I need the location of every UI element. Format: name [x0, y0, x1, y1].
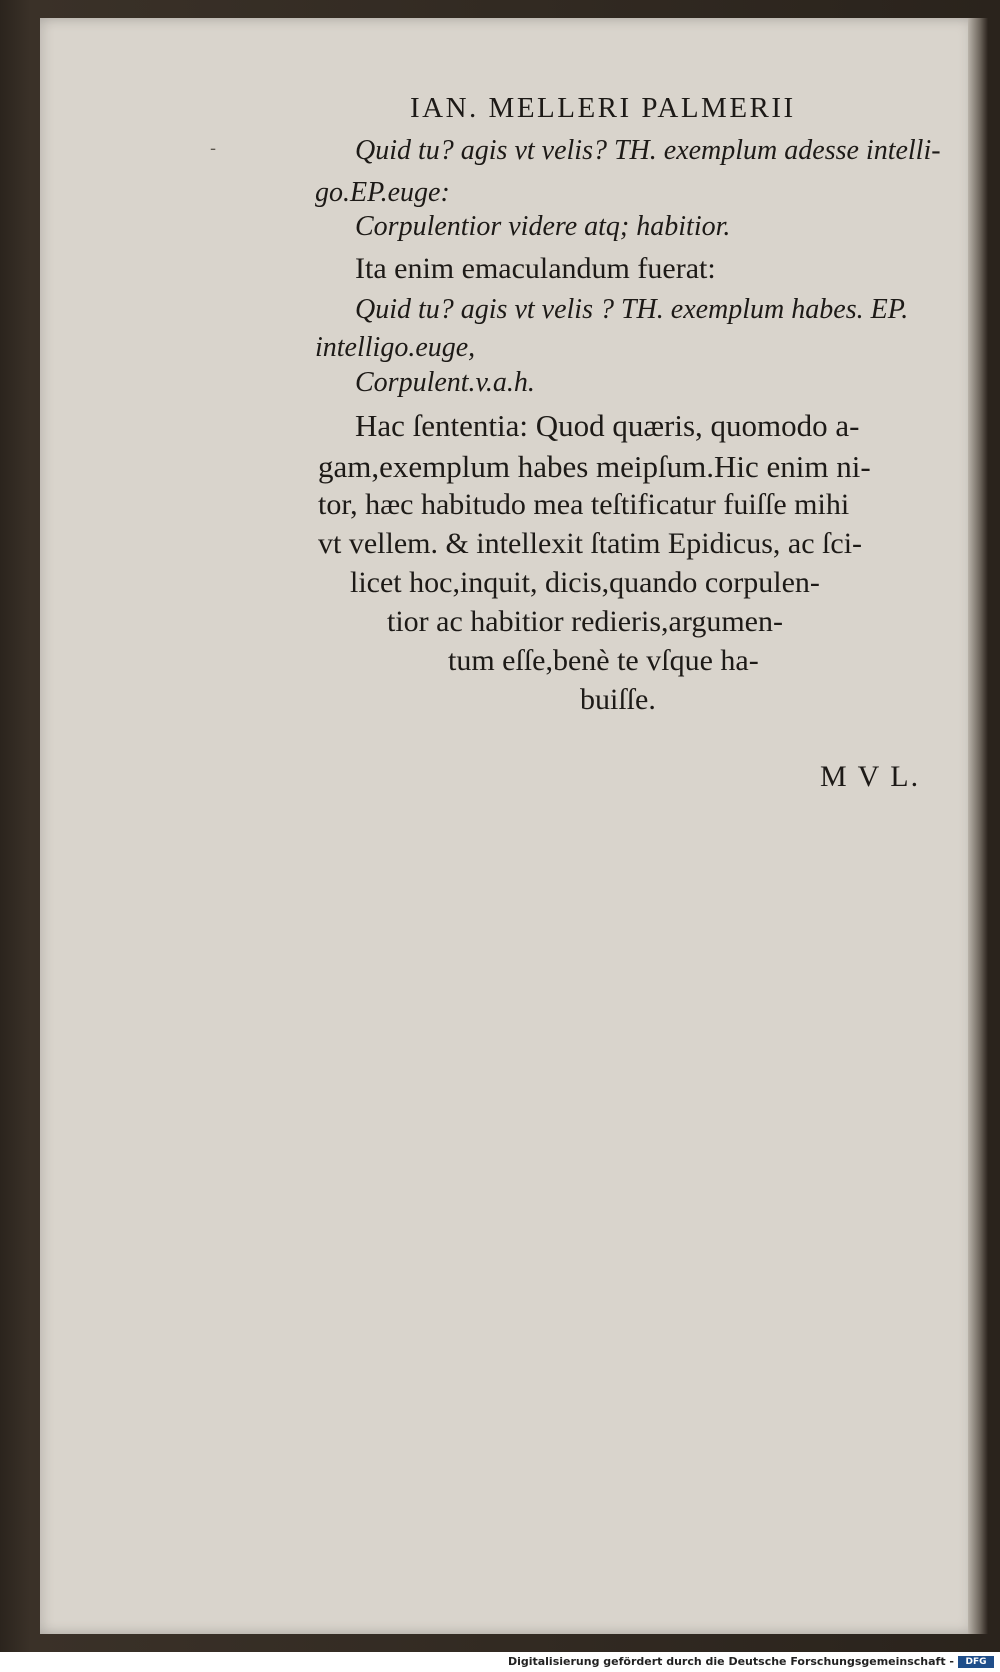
- running-title: IAN. MELLERI PALMERII: [410, 92, 796, 124]
- text-line-15: buiſſe.: [580, 683, 656, 716]
- text-line-1: Quid tu? agis vt velis? TH. exemplum adesse intelli-: [355, 135, 941, 166]
- text-line-13: tior ac habitior redieris,argumen-: [387, 605, 783, 638]
- text-line-4: Ita enim emaculandum fuerat:: [355, 252, 716, 285]
- text-line-5: Quid tu? agis vt velis ? TH. exemplum habes. EP.: [355, 294, 909, 325]
- text-line-3: Corpulentior videre atq; habitior.: [355, 211, 731, 242]
- text-line-8: Hac ſententia: Quod quæris, quomodo a-: [355, 408, 860, 443]
- text-line-10: tor, hæc habitudo mea teſtificatur fuiſſe mihi: [318, 488, 850, 521]
- text-line-7: Corpulent.v.a.h.: [355, 367, 535, 398]
- catchword: M V L.: [820, 760, 921, 793]
- text-line-6: intelligo.euge,: [315, 332, 476, 363]
- footer-credit: Digitalisierung gefördert durch die Deutsche Forschungsgemeinschaft -: [507, 1655, 954, 1668]
- text-line-9: gam,exemplum habes meipſum.Hic enim ni-: [318, 449, 871, 484]
- margin-mark: -: [210, 138, 217, 159]
- text-line-12: licet hoc,inquit, dicis,quando corpulen-: [350, 566, 820, 599]
- text-line-2: go.EP.euge:: [315, 177, 450, 208]
- text-line-14: tum eſſe,benè te vſque ha-: [448, 644, 759, 677]
- text-line-11: vt vellem. & intellexit ſtatim Epidicus, ac ſci-: [318, 527, 863, 560]
- digitization-footer: [0, 1652, 1000, 1672]
- page-edge: [968, 18, 988, 1634]
- dfg-logo: DFG: [958, 1656, 994, 1668]
